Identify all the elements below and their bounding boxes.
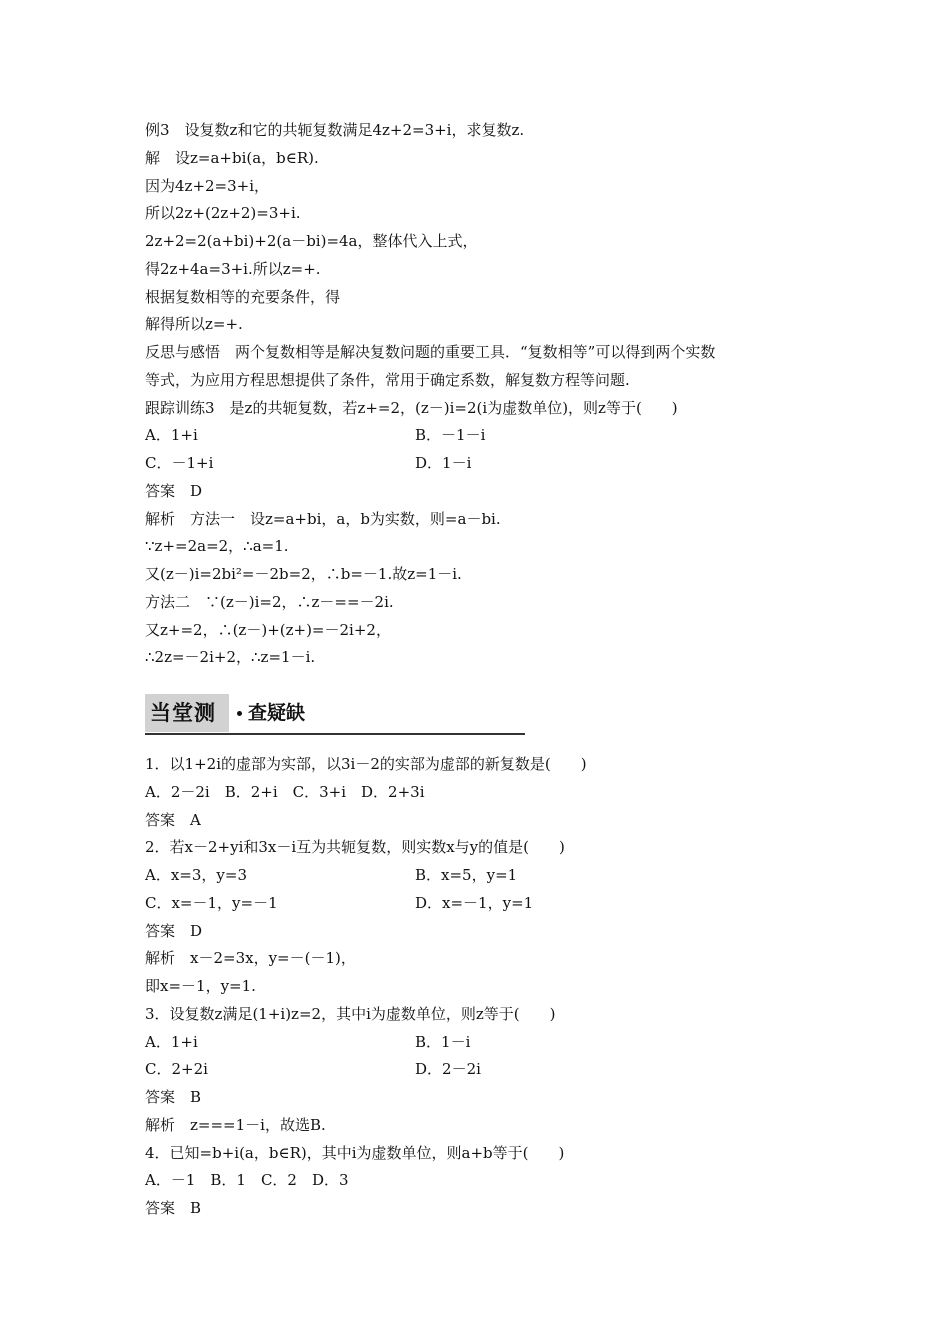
options-row xyxy=(145,422,825,450)
option-c: C．－1+i xyxy=(145,454,214,472)
option-a: A．x=3，y=3 xyxy=(145,866,247,884)
analysis-line: 解析 x－2=3x，y=－(－1)， xyxy=(145,949,356,968)
example-section xyxy=(145,117,825,672)
answer-line: 答案 B xyxy=(145,1199,202,1217)
answer-line: 答案 A xyxy=(145,810,201,829)
answer-line: 答案 D xyxy=(145,921,203,940)
option-c: C．2+2i xyxy=(145,1060,208,1079)
option-c: C．x=－1，y=－1 xyxy=(145,893,278,912)
option-b: B．－1－i xyxy=(415,426,486,445)
analysis-line: 方法二 ∵(z－)i=2，∴z－==－2i. xyxy=(145,592,394,611)
solution-line: 2z+2=2(a+bi)+2(a－bi)=4a，整体代入上式， xyxy=(145,232,478,250)
solution-line: 所以2z+(2z+2)=3+i. xyxy=(145,204,301,223)
practice-question: 跟踪训练3 是z的共轭复数，若z+=2，(z－)i=2(i为虚数单位)，则z等于( ) xyxy=(145,398,678,417)
options-row xyxy=(145,862,825,890)
question-1: 1．以1+2i的虚部为实部，以3i－2的实部为虚部的新复数是( ) xyxy=(145,755,587,773)
analysis-line: 又(z－)i=2bi²=－2b=2，∴b=－1.故z=1－i. xyxy=(145,565,462,583)
solution-line: 因为4z+2=3+i， xyxy=(145,176,270,195)
option-d: D．2－2i xyxy=(415,1060,481,1079)
question-4: 4．已知=b+i(a，b∈R)，其中i为虚数单位，则a+b等于( ) xyxy=(145,1143,565,1162)
example-title: 例3 设复数z和它的共轭复数满足4z+2=3+i，求复数z. xyxy=(145,121,525,139)
question-4-options: A．－1 B．1 C．2 D．3 xyxy=(145,1171,349,1190)
banner-subtitle: 查疑缺 xyxy=(248,702,306,724)
options-row xyxy=(145,450,825,478)
question-3: 3．设复数z满足(1+i)z=2，其中i为虚数单位，则z等于( ) xyxy=(145,1004,556,1023)
solution-line: 得2z+4a=3+i.所以z=+. xyxy=(145,259,321,278)
analysis-line: 解析 方法一 设z=a+bi，a，b为实数，则=a－bi. xyxy=(145,509,501,528)
reflection-line: 等式，为应用方程思想提供了条件，常用于确定系数，解复数方程等问题. xyxy=(145,370,630,389)
banner-underline xyxy=(145,733,525,735)
analysis-line: ∵z+=2a=2，∴a=1. xyxy=(145,537,289,556)
solution-line: 根据复数相等的充要条件，得 xyxy=(145,287,341,306)
solution-line: 解 设z=a+bi(a，b∈R). xyxy=(145,148,319,167)
option-a: A．1+i xyxy=(145,1032,198,1051)
solution-line: 解得所以z=+. xyxy=(145,315,243,334)
option-b: B．1－i xyxy=(415,1032,471,1051)
option-b: B．x=5，y=1 xyxy=(415,866,518,884)
quiz-section xyxy=(145,751,825,1223)
analysis-line: 即x=－1，y=1. xyxy=(145,977,256,995)
section-banner xyxy=(145,690,525,736)
option-d: D．x=－1，y=1 xyxy=(415,893,534,912)
analysis-line: ∴2z=－2i+2，∴z=1－i. xyxy=(145,648,316,667)
answer-line: 答案 B xyxy=(145,1088,202,1106)
answer-line: 答案 D xyxy=(145,481,203,500)
option-a: A．1+i xyxy=(145,426,198,445)
options-row xyxy=(145,890,825,918)
analysis-line: 又z+=2，∴(z－)+(z+)=－2i+2， xyxy=(145,620,391,639)
question-2: 2．若x－2+yi和3x－i互为共轭复数，则实数x与y的值是( ) xyxy=(145,838,565,857)
options-row xyxy=(145,1056,825,1084)
bullet-dot-icon xyxy=(237,711,242,716)
analysis-line: 解析 z===1－i，故选B. xyxy=(145,1115,326,1134)
option-d: D．1－i xyxy=(415,454,472,472)
options-row xyxy=(145,1029,825,1057)
question-1-options: A．2－2i B．2+i C．3+i D．2+3i xyxy=(145,782,425,801)
banner-title: 当堂测 xyxy=(150,701,216,725)
reflection-line: 反思与感悟 两个复数相等是解决复数问题的重要工具．“复数相等”可以得到两个实数 xyxy=(145,343,716,361)
